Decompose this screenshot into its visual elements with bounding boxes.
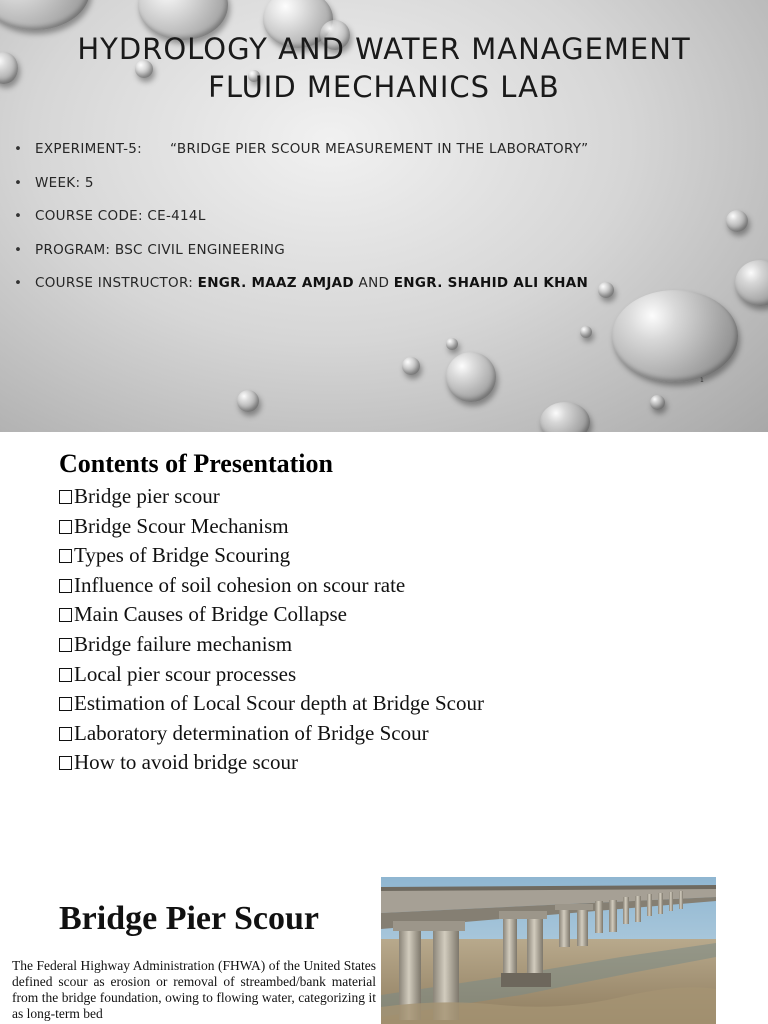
bullet-course-code: • COURSE CODE: CE-414L: [14, 208, 588, 242]
list-item: Estimation of Local Scour depth at Bridge Scour: [59, 691, 484, 721]
instructor-label: COURSE INSTRUCTOR:: [35, 275, 194, 291]
water-drop-decoration: [237, 390, 259, 412]
experiment-title: “BRIDGE PIER SCOUR MEASUREMENT IN THE LABORATORY”: [170, 141, 589, 157]
slide-title-line2: FLUID MECHANICS LAB: [208, 70, 560, 104]
definition-paragraph: The Federal Highway Administration (FHWA) of the United States defined scour as erosion or removal of streambed/bank material from the bridge foundation, owing to flowing water, categorizing it as long-term bed: [12, 958, 376, 1021]
experiment-label: EXPERIMENT-5:: [35, 141, 143, 157]
list-item: Bridge Scour Mechanism: [59, 514, 484, 544]
checkbox-bullet-icon: [59, 608, 72, 622]
water-drop-decoration: [650, 395, 665, 410]
page-number: 1: [700, 377, 704, 384]
bridge-piers-illustration: [381, 877, 716, 1024]
checkbox-bullet-icon: [59, 668, 72, 682]
water-drop-decoration: [402, 357, 420, 375]
checkbox-bullet-icon: [59, 727, 72, 741]
instructor-2: ENGR. SHAHID ALI KHAN: [393, 275, 589, 291]
info-bullet-list: [14, 141, 588, 309]
list-item: Bridge pier scour: [59, 484, 484, 514]
checkbox-bullet-icon: [59, 579, 72, 593]
water-drop-decoration: [540, 402, 590, 432]
checkbox-bullet-icon: [59, 520, 72, 534]
list-item: Main Causes of Bridge Collapse: [59, 602, 484, 632]
contents-list: [59, 484, 484, 780]
title-slide: [0, 0, 768, 432]
list-item: Laboratory determination of Bridge Scour: [59, 721, 484, 751]
checkbox-bullet-icon: [59, 697, 72, 711]
instructor-and: AND: [358, 275, 390, 291]
water-drop-decoration: [446, 352, 496, 402]
water-drop-decoration: [735, 260, 768, 306]
contents-slide: [0, 432, 768, 872]
checkbox-bullet-icon: [59, 756, 72, 770]
water-drop-decoration: [726, 210, 748, 232]
slide-title-line1: HYDROLOGY AND WATER MANAGEMENT: [77, 32, 691, 66]
list-item: Influence of soil cohesion on scour rate: [59, 573, 484, 603]
bridge-pier-scour-slide: [0, 872, 768, 1024]
water-drop-decoration: [612, 290, 738, 382]
bullet-experiment: [14, 141, 588, 175]
instructor-1: ENGR. MAAZ AMJAD: [197, 275, 354, 291]
bullet-instructor: [14, 275, 588, 309]
section-title: Bridge Pier Scour: [59, 900, 319, 937]
list-item: Types of Bridge Scouring: [59, 543, 484, 573]
bullet-program: • PROGRAM: BSC CIVIL ENGINEERING: [14, 242, 588, 276]
water-drop-decoration: [598, 282, 614, 298]
water-drop-decoration: [580, 326, 592, 338]
water-drop-decoration: [446, 338, 458, 350]
contents-title: Contents of Presentation: [59, 449, 333, 478]
checkbox-bullet-icon: [59, 638, 72, 652]
water-drop-decoration: [0, 0, 90, 30]
list-item: Local pier scour processes: [59, 662, 484, 692]
slide-title: [0, 30, 768, 106]
checkbox-bullet-icon: [59, 549, 72, 563]
list-item: How to avoid bridge scour: [59, 750, 484, 780]
bridge-photo: [381, 877, 716, 1024]
bullet-week: • WEEK: 5: [14, 175, 588, 209]
list-item: Bridge failure mechanism: [59, 632, 484, 662]
checkbox-bullet-icon: [59, 490, 72, 504]
